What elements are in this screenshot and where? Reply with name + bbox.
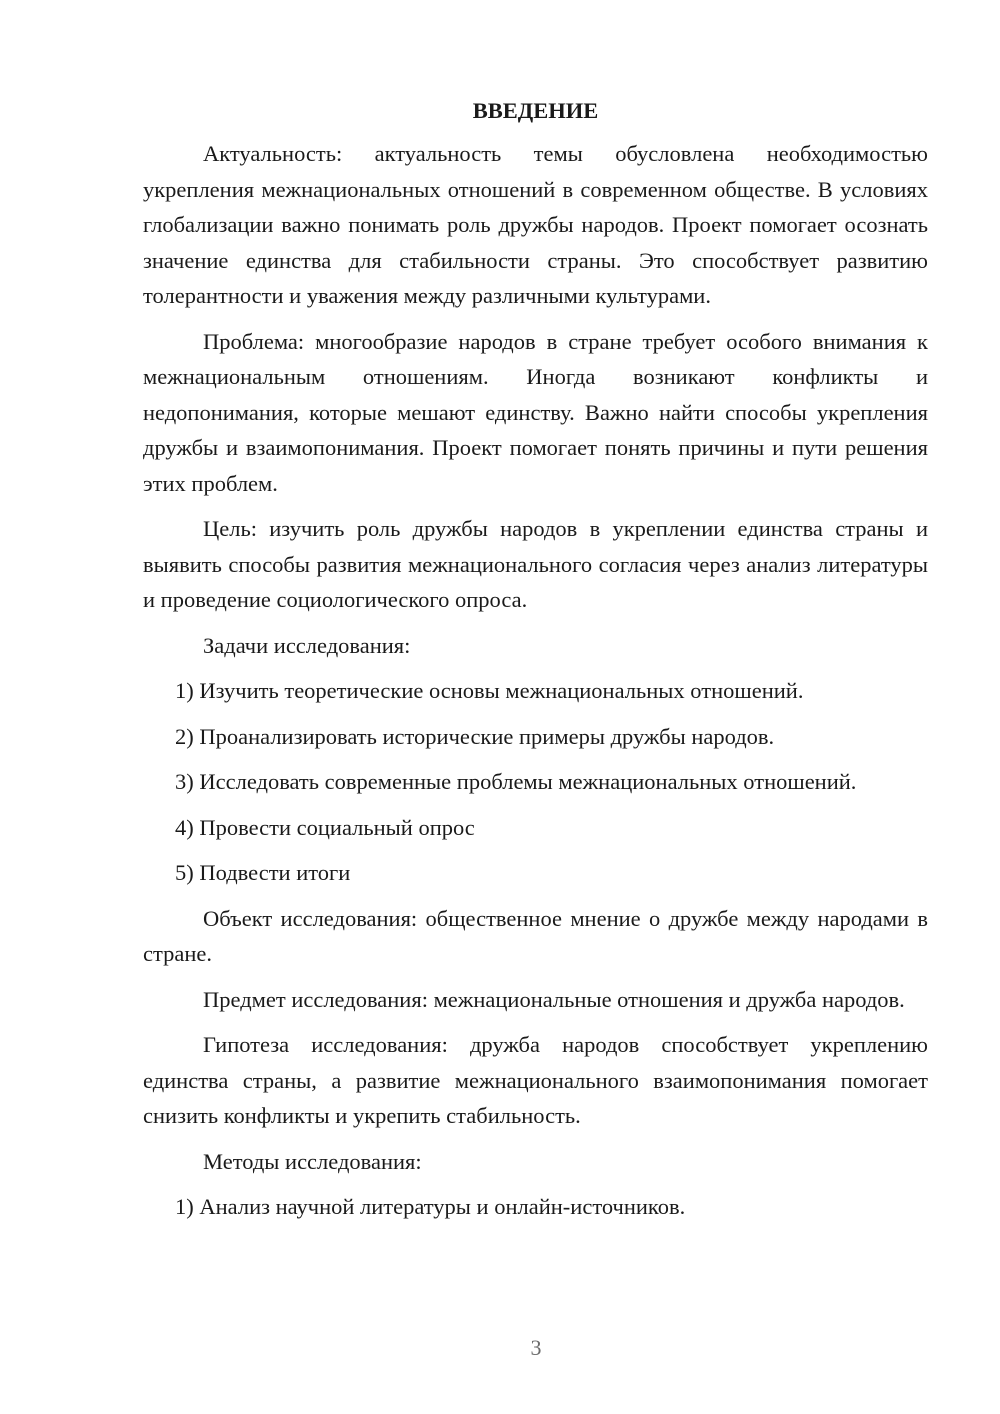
task-item-2: 2) Проанализировать исторические примеры дружбы народов. <box>175 723 775 749</box>
task-item-1: 1) Изучить теоретические основы межнациональных отношений. <box>175 678 804 703</box>
task-item-4: 4) Провести социальный опрос <box>175 814 475 840</box>
method-item-1: 1) Анализ научной литературы и онлайн-источников. <box>175 1194 686 1219</box>
methods-title: Методы исследования: <box>203 1148 422 1174</box>
task-item-5: 5) Подвести итоги <box>175 860 351 885</box>
methods-list <box>143 1189 928 1225</box>
section-heading: ВВЕДЕНИЕ <box>472 98 599 123</box>
relevance-paragraph: Актуальность: актуальность темы обусловлена необходимостью укрепления межнациональных отношений в современном обществе. В условиях глобализации важно понимать роль дружбы народов. Проект помогает осознать значение единства для стабильности страны. Это способствует развитию толерантности и уважения между различными культурами. <box>143 141 928 308</box>
page-number: 3 <box>530 1335 542 1360</box>
hypothesis-paragraph: Гипотеза исследования: дружба народов способствует укреплению единства страны, а развитие межнационального взаимопонимания помогает снизить конфликты и укрепить стабильность. <box>143 1032 928 1128</box>
object-paragraph: Объект исследования: общественное мнение о дружбе между народами в стране. <box>143 905 928 966</box>
problem-paragraph: Проблема: многообразие народов в стране требует особого внимания к межнациональным отношениям. Иногда возникают конфликты и недопонимания, которые мешают единству. Важно найти способы укрепления дружбы и взаимопонимания. Проект помогает понять причины и пути решения этих проблем. <box>143 328 928 496</box>
task-item-3: 3) Исследовать современные проблемы межнациональных отношений. <box>175 769 857 794</box>
tasks-title: Задачи исследования: <box>203 632 411 658</box>
tasks-list <box>143 673 928 891</box>
page-content <box>143 96 928 1235</box>
goal-paragraph: Цель: изучить роль дружбы народов в укреплении единства страны и выявить способы развития межнационального согласия через анализ литературы и проведение социологического опроса. <box>143 516 928 612</box>
subject-paragraph: Предмет исследования: межнациональные отношения и дружба народов. <box>203 986 905 1012</box>
